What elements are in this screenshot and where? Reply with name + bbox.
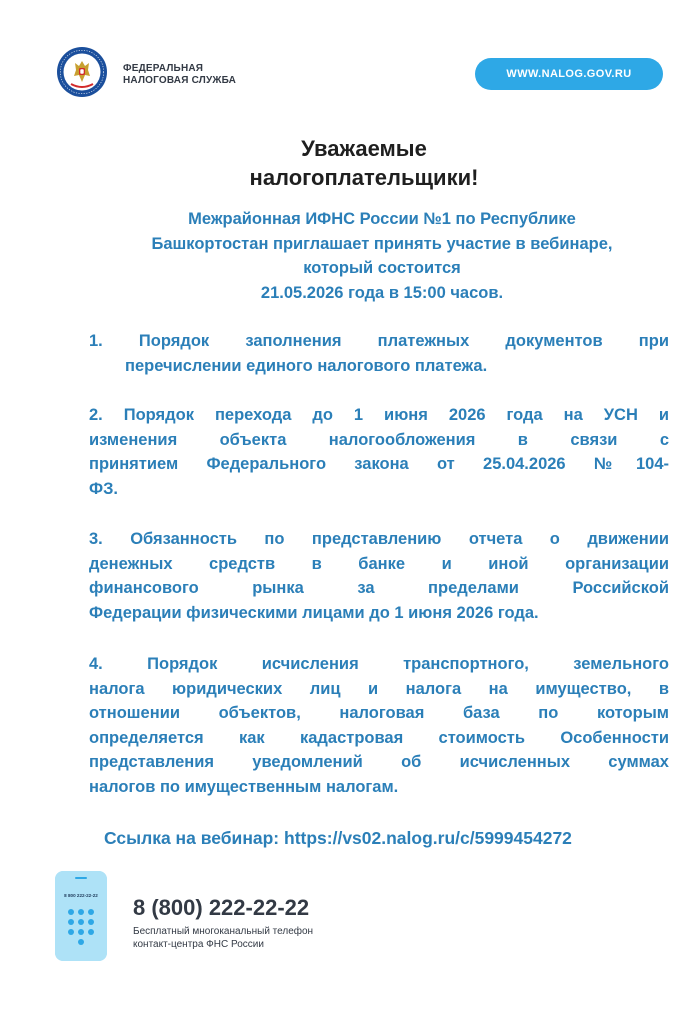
- invitation-text: [0, 207, 700, 305]
- agenda-item-line: налога юридических лиц и налога на имущество, в: [89, 679, 669, 698]
- agenda-item-line: налогов по имущественным налогам.: [89, 777, 399, 796]
- site-link-button[interactable]: WWW.NALOG.GOV.RU: [475, 58, 663, 90]
- hotline-caption-line1: Бесплатный многоканальный телефон: [133, 926, 314, 937]
- phone-icon-number: 8 800 222-22-22: [64, 893, 98, 898]
- agenda-item-line: денежных средств в банке и иной организации: [89, 554, 669, 573]
- agenda-item-line: Федерации физическими лицами до 1 июня 2026 года.: [89, 603, 539, 622]
- agenda-item-line: 4. Порядок исчисления транспортного, земельного: [89, 655, 669, 673]
- agenda-item-1: [89, 329, 669, 378]
- greeting-title: [0, 134, 700, 192]
- agenda-item-4: [89, 652, 669, 799]
- hotline-caption: [133, 925, 313, 951]
- org-name: [123, 63, 236, 87]
- greeting-title-line1: Уважаемые: [301, 136, 427, 161]
- invitation-line3: который состоится: [303, 259, 461, 277]
- agenda-item-line: 3. Обязанность по представлению отчета о движении: [89, 530, 669, 548]
- fns-emblem-icon: [56, 46, 108, 98]
- agenda-item-line: отношении объектов, налоговая база по которым: [89, 704, 669, 722]
- agenda-item-line: принятием Федерального закона от 25.04.2026 №104-: [89, 455, 669, 473]
- agenda-item-line: 2. Порядок перехода до 1 июня 2026 года на УСН и: [89, 406, 669, 424]
- org-name-line2: НАЛОГОВАЯ СЛУЖБА: [123, 75, 237, 86]
- agenda-item-line: перечислении единого налогового платежа.: [125, 356, 488, 375]
- org-name-line1: ФЕДЕРАЛЬНАЯ: [123, 63, 204, 74]
- agenda-item-2: [89, 403, 669, 501]
- hotline-caption-line2: контакт-центра ФНС России: [133, 939, 264, 950]
- agenda-item-line: ФЗ.: [89, 479, 119, 498]
- webinar-link[interactable]: Ссылка на вебинар: https://vs02.nalog.ru/c/5999454272: [104, 828, 572, 848]
- agenda-item-line: финансового рынка за пределами Российской: [89, 579, 669, 597]
- agenda-item-line: 1. Порядок заполнения платежных документов при: [89, 332, 669, 350]
- invitation-line4: 21.05.2026 года в 15:00 часов.: [260, 283, 504, 302]
- agenda-item-3: [89, 527, 669, 625]
- agenda-item-line: изменения объекта налогообложения в связи с: [89, 430, 669, 449]
- phone-keypad-icon: [55, 871, 107, 961]
- agenda-item-line: представления уведомлений об исчисленных суммах: [89, 753, 669, 771]
- agenda-item-line: определяется как кадастровая стоимость Особенности: [89, 728, 669, 747]
- invitation-line1: Межрайонная ИФНС России №1 по Республике: [188, 210, 576, 228]
- header: [0, 0, 700, 110]
- hotline-phone-number: 8 (800) 222-22-22: [133, 895, 310, 920]
- greeting-title-line2: налогоплательщики!: [249, 165, 479, 190]
- invitation-line2: Башкортостан приглашает принять участие в вебинаре,: [151, 234, 613, 253]
